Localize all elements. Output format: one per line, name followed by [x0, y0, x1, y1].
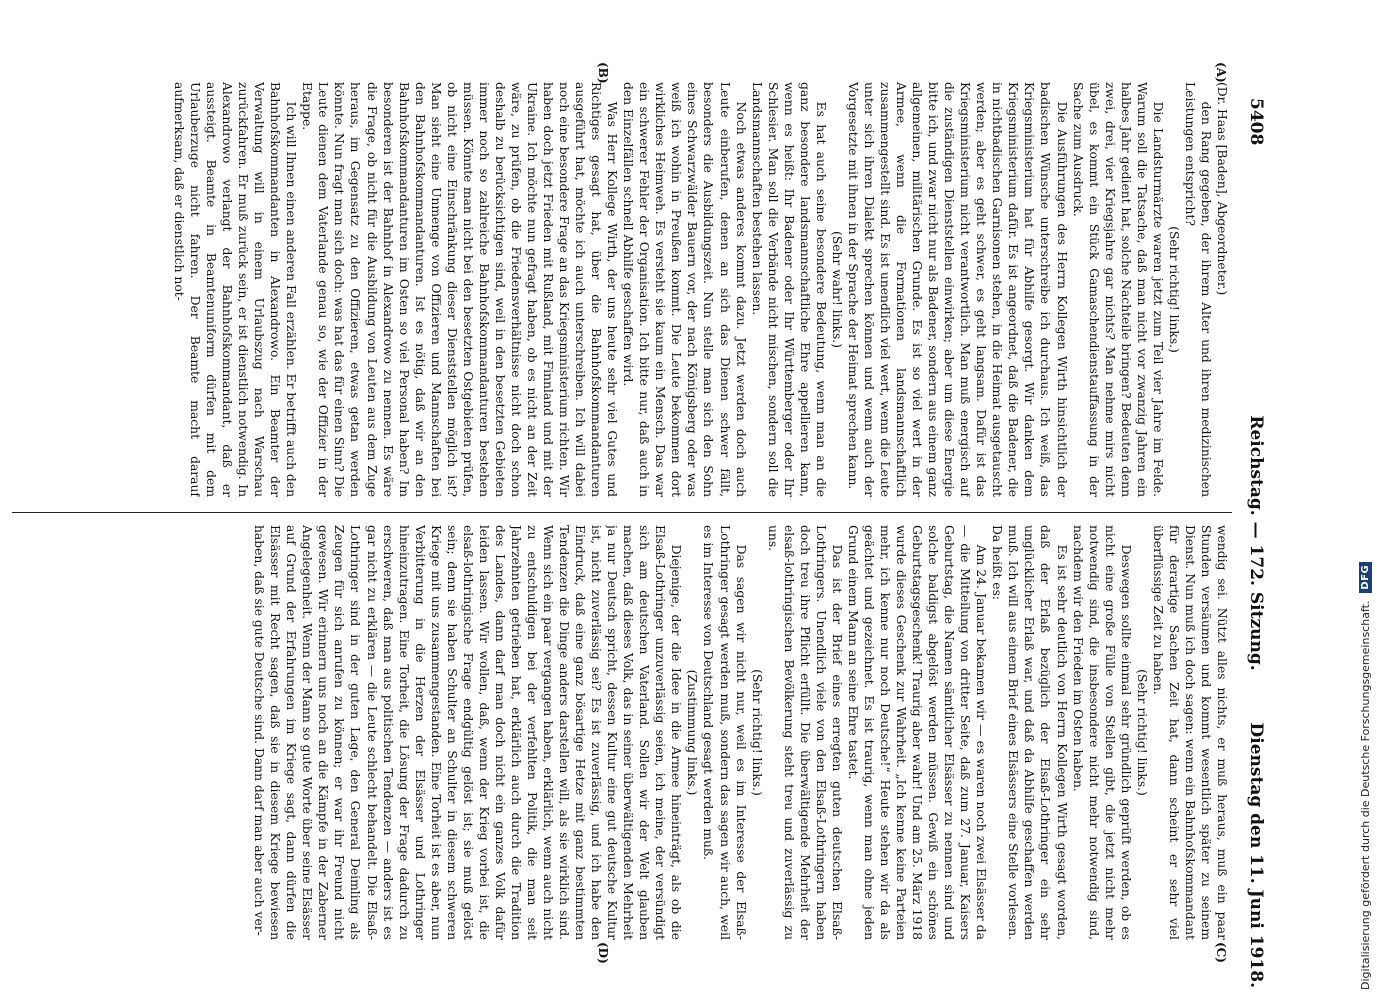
- paragraph: Die Ausführungen des Herrn Kollegen Wirth hinsichtlich der badischen Wünsche unterschreibe ich durchaus. Ich weiß, das Kriegsministerium hat für Abhilfe gesorgt. Wir danken dem Kriegsministerium dafür. Es ist angeordnet, daß die Badener, die in nichtbadischen Garnisonen stehen, in die Heimat ausgetauscht werden; aber es geht schwer, es geht langsam. Dafür ist das Kriegsministerium nicht verantwortlich. Man muß energisch auf die zuständigen Dienststellen einwirken; aber um diese Energie bitte ich, und zwar nicht nur als Badener, sondern aus einem ganz allgemeinen, militärischen Grunde. Es ist so viel wert in der Armee, wenn die Formationen landsmannschaftlich zusammengestellt sind. Es ist unendlich viel wert, wenn die Leute unter sich ihren Dialekt sprechen können und wenn auch der Vorgesetzte mit ihnen in der Sprache der Heimat sprechen kann.: [845, 82, 1069, 497]
- speaker-label: (Dr. Haas [Baden], Abgeordneter.): [1215, 82, 1229, 296]
- paragraph: wendig sei. Nützt alles nichts, er muß heraus, muß ein paar Stunden versäumen und kommt wesentlich später zu seinem Dienst. Nun muß ich doch sagen: wenn ein Bahnhofskommandant für derartige Sachen Zeit hat, dann scheint er sehr viel überflüssige Zeit zu haben.: [1150, 525, 1229, 940]
- paragraph: Es ist sehr deutlich von Herrn Kollegen Wirth gesagt worden, daß der Erlaß bezüglich der Elsaß-Lothringer ein sehr unglücklicher Erlaß war, und daß da Abhilfe geschaffen werden muß. Ich will aus einem Brief eines Elsässers eine Stelle vorlesen. Da heißt es:: [990, 525, 1069, 940]
- paragraph: Das ist der Brief eines erregten guten deutschen Elsaß-Lothringers. Unendlich viele von den Elsaß-Lothringern haben doch treu ihre Pflicht erfüllt. Die überwältigende Mehrheit der elsaß-lothringischen Bevölkerung steht treu und zuverlässig zu uns.: [765, 525, 844, 940]
- paragraph: Noch etwas anderes kommt dazu. Jetzt werden doch auch Leute einberufen, denen an sich das Dienen schwer fällt, besonders die Ausbildungszeit. Nun stelle man sich den Sohn eines Schwarzwälder Bauern vor, der nach Königsberg oder was weiß ich wohin in Preußen kommt. Die Leute bekommen dort wirkliches Heimweh. Es versteht sie kaum ein Mensch. Das war ein schwerer Fehler der Organisation. Ich bitte nur, daß auch in den Einzelfällen schnell Abhilfe geschaffen wird.: [621, 82, 748, 497]
- digitization-footer: [1352, 10, 1378, 990]
- page-header: [1238, 98, 1270, 988]
- header-title: Reichstag. — 172. Sitzung.: [1246, 415, 1266, 671]
- text-column-left: [15, 82, 1230, 497]
- paragraph: Ich will Ihnen einen anderen Fall erzählen. Er betrifft auch den Bahnhofskommandanten in Alexandrowo. Ein Beamter der Verwaltung will in einem Urlaubszug nach Warschau zurückfahren. Er muß zurück sein, er ist dienstlich notwendig. In Alexandrowo verlangt der Bahnhofskommandant, daß er aussteigt. Beamte in Beamtenuniform dürfen mit dem Urlauberzuge nicht fahren. Der Beamte macht darauf aufmerksam, daß er dienstlich not-: [171, 82, 299, 497]
- interjection: (Zustimmung links.): [685, 669, 700, 796]
- margin-label-c: (C): [1214, 942, 1228, 963]
- interjection: (Sehr richtig! links.): [1166, 226, 1181, 353]
- interjection: (Sehr richtig! links.): [749, 669, 764, 796]
- paragraph: Was Herr Kollege Wirth, der uns heute sehr viel Gutes und Richtiges gesagt hat, über die Bahnhofskommandanturen ausgeführt hat, möchte ich auch unterschreiben. Ich will dabei noch eine besondere Frage an das Kriegsministerium richten. Wir haben doch jetzt Frieden mit Rußland, mit Finnland und mit der Ukraine. Ich möchte nun gefragt haben, ob es nicht an der Zeit wäre, zu prüfen, ob die Friedensverhältnisse nicht doch schon deshalb zu berücksichtigen sind, weil in den besetzten Gebieten immer noch so zahlreiche Bahnhofskommandanturen bestehen müssen. Könnte man nicht bei den besetzten Ostgebieten prüfen, ob nicht eine Einschränkung dieser Dienststellen möglich ist? Man sieht eine Unmenge von Offizieren und Mannschaften bei den Bahnhofskommandanturen. Ist es nötig, daß wir an den Bahnhofskommandanturen im Osten so viel Personal haben? Im besonderen ist der Bahnhof in Alexandrowo zu nennen. Es wäre die Frage, ob nicht für die Ausbildung von Leuten aus dem Zuge heraus, im Gegensatz zu den Offizieren, etwas getan werden könnte. Nun fragt man sich doch: was hat das für einen Sinn? Die Leute dienen dem Vaterlande genau so, wie der Offizier in der Etappe.: [300, 82, 620, 497]
- paragraph: den Rang gegeben, der ihrem Alter und ihren medizinischen Leistungen entspricht?: [1182, 82, 1213, 497]
- paragraph: Deswegen sollte einmal sehr gründlich geprüft werden, ob es nicht eine große Fülle von Stellen gibt, die jetzt nicht mehr notwendig sind, die insbesondere nicht mehr notwendig sind, nachdem wir den Frieden im Osten haben.: [1070, 525, 1133, 940]
- interjection: (Sehr richtig! links.): [1134, 669, 1149, 796]
- margin-label-b: (B): [596, 62, 610, 84]
- paragraph: Diejenige, der die Idee in die Armee hineinträgt, als ob die Elsaß-Lothringer unzuverlässig seien, ich meine, der versündigt sich am deutschen Vaterland. Sollen wir der Welt glauben machen, daß dieses Volk, das in seiner überwältigenden Mehrheit ja nur Deutsch spricht, dessen Kultur eine gut deutsche Kultur ist, nicht zuverlässig sei? Es ist zuverlässig, und ich habe den Eindruck, daß eine ganz bösartige Hetze mit ganz bestimmten Tendenzen die Dinge anders darstellen will, als sie wirklich sind. Wenn sich ein paar vergangen haben, erklärlich, wenn auch nicht zu entschuldigen bei der verfehlten Politik, die man seit Jahrzehnten getrieben hat, erklärlich auch durch die Tradition des Landes, dann darf man doch nicht ein ganzes Volk dafür leiden lassen. Wir wollen, daß, wenn der Krieg vorbei ist, die elsaß-lothringische Frage endgültig gelöst ist; sie muß gelöst sein; denn sie haben Schulter an Schulter in diesem schweren Kriege mit uns zusammengestanden. Eine Torheit ist es aber, nun Verbitterung in die Herzen der Elsässer und Lothringer hineinzutragen. Eine Torheit, die Lösung der Frage dadurch zu erschweren, daß man aus politischen Tendenzen — anders ist es gar nicht zu erklären — die Leute schlecht behandelt. Die Elsaß-Lothringer sind in der guten Lage, den General Deimling als Zeugen für sich anrufen zu können; er war ihr Freund nicht gewesen. Wir erinnern uns noch an die Kämpfe in der Zaberner Angelegenheit. Wenn der Mann so gute Worte über seine Elsässer auf Grund der Erfahrungen im Kriege sagt, dann dürfen die Elsässer mit Recht sagen, daß sie in diesem Kriege bewiesen haben, daß sie gute Deutsche sind. Dann darf man aber auch ver-: [252, 525, 684, 940]
- paragraph: Das sagen wir nicht nur, weil es im Interesse der Elsaß-Lothringer gesagt werden muß, sondern das sagen wir auch, weil es im Interesse von Deutschland gesagt werden muß.: [701, 525, 748, 940]
- paragraph: Die Landsturmärzte waren jetzt zum Teil vier Jahre im Felde. Warum soll die Tatsache, daß man nicht vor zwanzig Jahren ein halbes Jahr gedient hat, solche Nachteile bringen? Bedeuten denn zwei, drei, vier Kriegsjahre gar nichts? Man nehme mirs nicht übel, es kommt ein Stück Gamaschendienstauffassung in der Sache zum Ausdruck.: [1070, 82, 1165, 497]
- page-number: 5408: [1246, 98, 1266, 146]
- paragraph: Es hat auch seine besondere Bedeutung, wenn man an die ganz besondere landsmannschaftliche Ehre appellieren kann, wenn es heißt: Ihr Badener oder Ihr Württemberger oder Ihr Schlesier. Man soll die Verbände nicht mischen, sondern soll die Landsmannschaften bestehen lassen.: [749, 82, 828, 497]
- margin-label-a: (A): [1214, 62, 1228, 83]
- interjection: (Sehr wahr! links.): [829, 231, 844, 348]
- margin-label-d: (D): [596, 942, 610, 964]
- paragraph: Am 24. Januar bekamen wir — es waren noch zwei Elsässer da — die Mitteilung von dritter Seite, daß zum 27. Januar, Kaisers Geburtstag, die Namen sämtlicher Elsässer zu nennen sind und solche baldigst abgelöst werden müssen. Gewiß ein schönes Geburtstagsgeschenk! Traurig aber wahr! Und am 25. März 1918 wurde dieses Geschenk zur Wahrheit. „Ich kenne keine Parteien mehr, ich kenne nur noch Deutsche!“ Heute stehen wir da als geächtet und gezeichnet. Es ist traurig, wenn man ohne jeden Grund einem Mann an seine Ehre tastet.: [845, 525, 989, 940]
- column-divider: [12, 512, 1232, 513]
- footer-credit: Digitalisierung gefördert durch die Deutsche Forschungsgemeinschaft.: [1358, 600, 1372, 990]
- text-column-right: [15, 525, 1230, 940]
- dfg-logo: DFG: [1359, 562, 1372, 593]
- header-date: Dienstag den 11. Juni 1918.: [1246, 722, 1266, 988]
